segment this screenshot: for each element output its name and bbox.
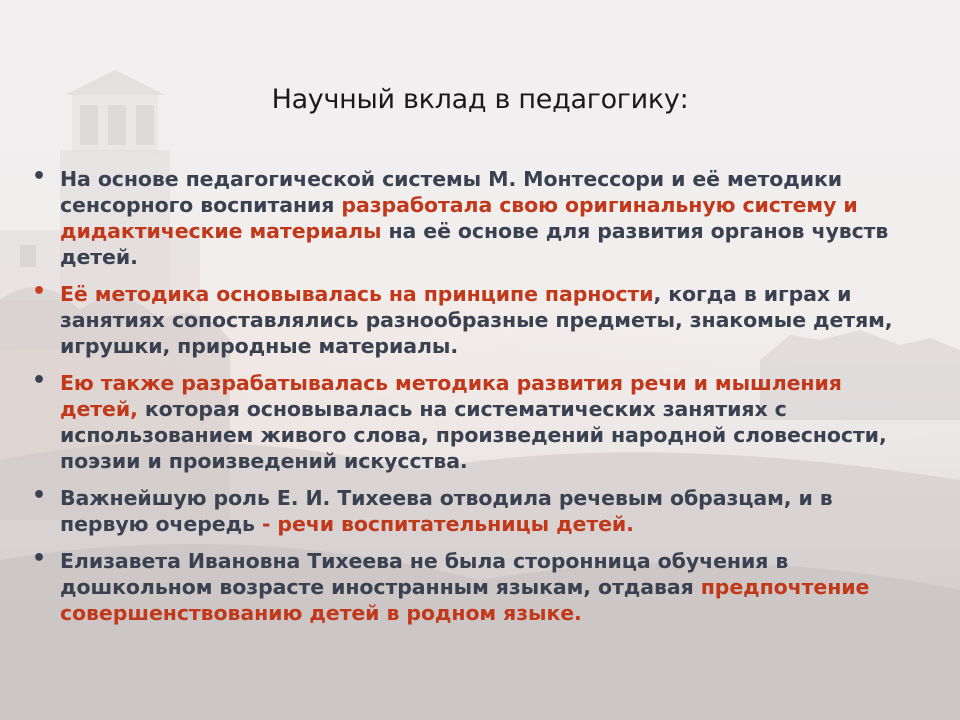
- bullet-dot-icon: •: [32, 368, 46, 393]
- bullet-list: [30, 166, 910, 637]
- bullet-item: [30, 281, 910, 359]
- body-text: на её основе для развития органов чувств детей.: [60, 219, 889, 269]
- bullet-dot-icon: •: [32, 279, 46, 304]
- bullet-item: [30, 370, 910, 474]
- bullet-dot-icon: •: [32, 164, 46, 189]
- body-text: , когда в играх и занятиях сопоставлялись разнообразные предметы, знакомые детям, игрушки, природные материалы.: [60, 282, 893, 358]
- slide-title: Научный вклад в педагогику:: [271, 84, 689, 115]
- highlighted-text: разработала свою оригинальную систему и дидактические материалы: [60, 193, 858, 243]
- highlighted-text: предпочтение совершенствованию детей в родном языке.: [60, 575, 870, 625]
- highlighted-text: Ею также разрабатывалась методика развития речи и мышления детей,: [60, 371, 842, 421]
- highlighted-text: - речи воспитательницы детей.: [261, 512, 634, 536]
- bullet-item: [30, 166, 910, 270]
- bullet-item: [30, 485, 910, 537]
- bullet-dot-icon: •: [32, 546, 46, 571]
- highlighted-text: Её методика основывалась на принципе парности: [60, 282, 654, 306]
- body-text: На основе педагогической системы М. Монтессори и её методики сенсорного воспитания: [60, 167, 843, 217]
- body-text: Елизавета Ивановна Тихеева не была сторонница обучения в дошкольном возрасте иностранным языкам, отдавая: [60, 549, 789, 599]
- body-text: Важнейшую роль Е. И. Тихеева отводила речевым образцам, и в первую очередь: [60, 486, 833, 536]
- body-text: которая основывалась на систематических занятиях с использованием живого слова, произведений народной словесности, поэзии и произведений искусства.: [60, 397, 887, 473]
- bullet-dot-icon: •: [32, 483, 46, 508]
- bullet-item: [30, 548, 910, 626]
